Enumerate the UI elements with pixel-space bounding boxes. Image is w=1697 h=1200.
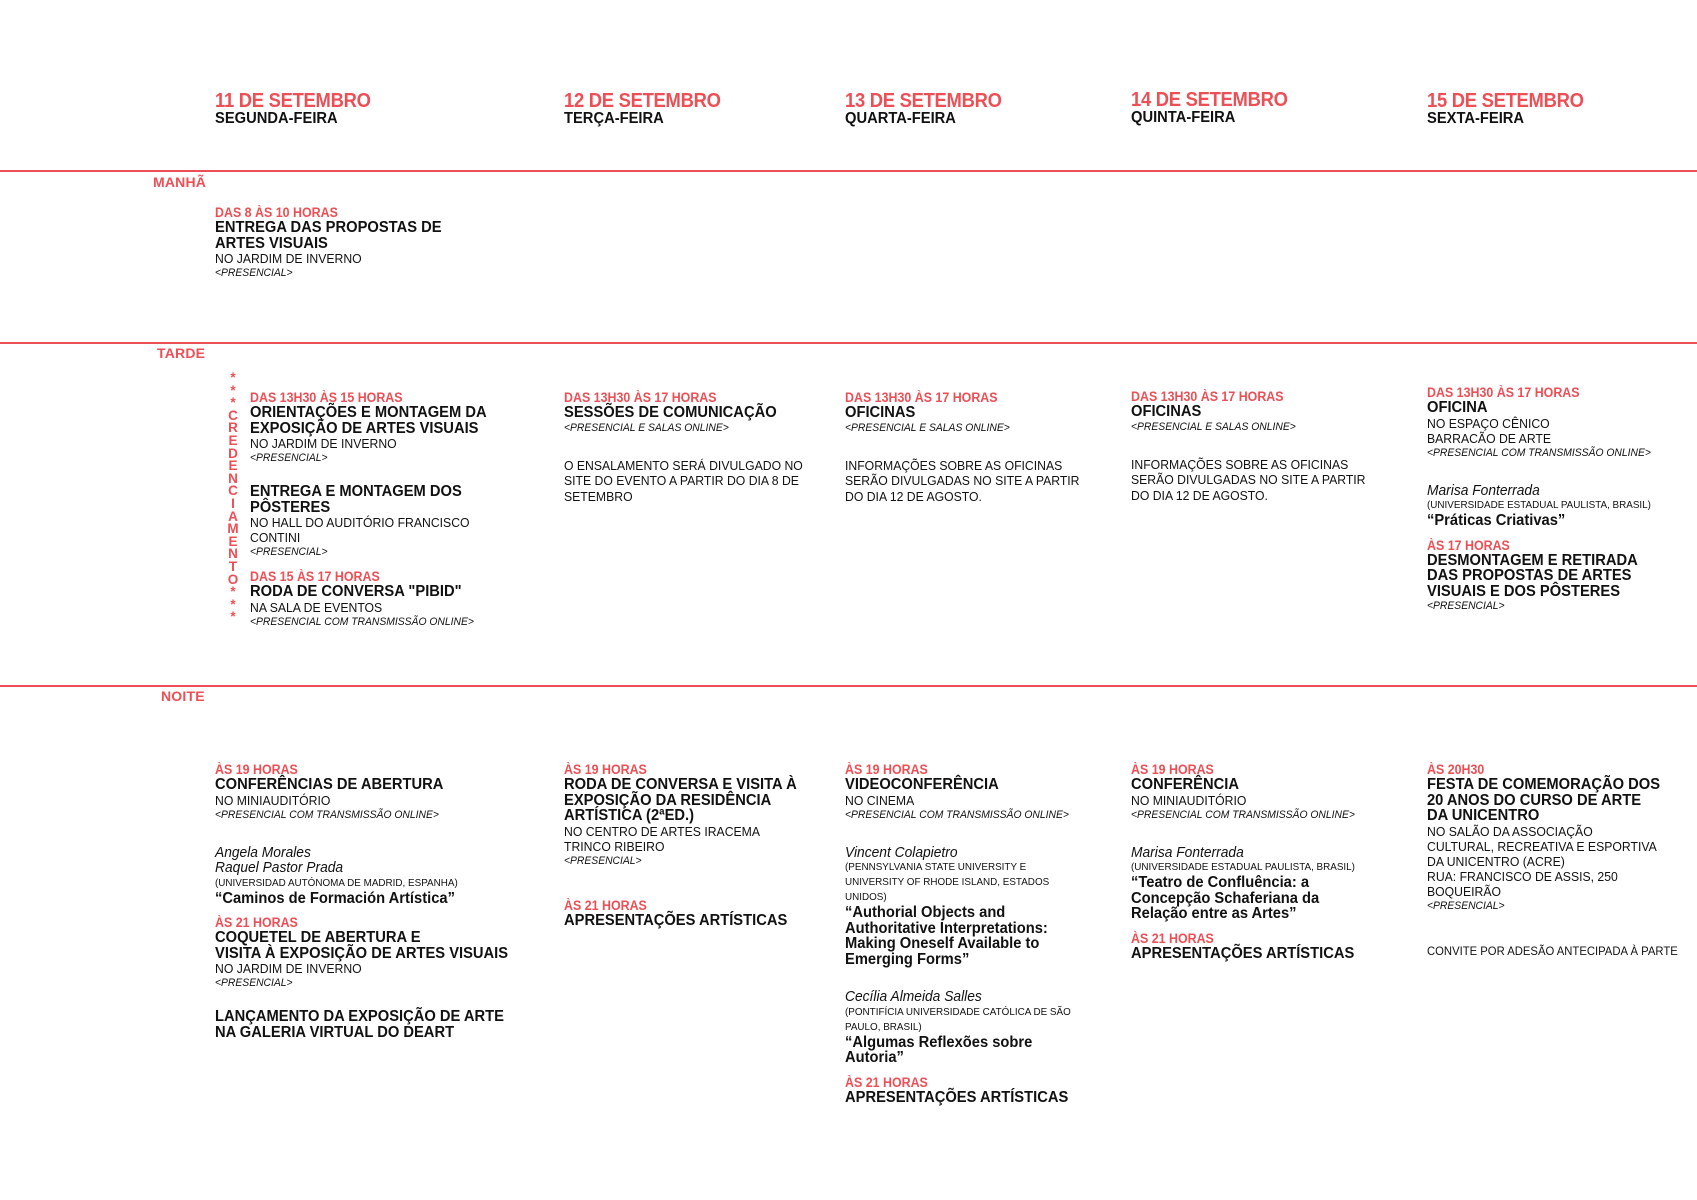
- speaker-affiliation: (PONTIFÍCIA UNIVERSIDADE CATÓLICA DE SÃO PAULO, BRASIL): [845, 1005, 1071, 1033]
- event-title: FESTA DE COMEMORAÇÃO DOS 20 ANOS DO CURSO DE ARTE DA UNICENTRO: [1427, 776, 1661, 824]
- speaker-name: Angela Morales Raquel Pastor Prada: [215, 843, 344, 876]
- day-date: 14 DE SETEMBRO: [1131, 89, 1288, 111]
- day-weekday: SEGUNDA-FEIRA: [215, 110, 338, 127]
- event-time: ÀS 21 HORAS: [845, 1074, 928, 1090]
- event-mode: <PRESENCIAL>: [564, 854, 642, 867]
- event-note: O ENSALAMENTO SERÁ DIVULGADO NO SITE DO EVENTO A PARTIR DO DIA 8 DE SETEMBRO: [564, 457, 803, 504]
- credenciamento-letter: T: [228, 558, 238, 574]
- event-place: NA SALA DE EVENTOS: [250, 599, 383, 615]
- event-time: DAS 13H30 ÀS 17 HORAS: [1427, 385, 1580, 400]
- period-label-afternoon: TARDE: [157, 345, 206, 361]
- event-place: NO CINEMA: [845, 792, 915, 808]
- event-mode: <PRESENCIAL>: [1427, 899, 1505, 912]
- event-place: NO JARDIM DE INVERNO: [215, 251, 362, 266]
- credenciamento-letter: C: [228, 483, 238, 499]
- event-mode: <PRESENCIAL COM TRANSMISSÃO ONLINE>: [215, 808, 439, 821]
- divider-afternoon: [0, 342, 1697, 344]
- event-time: DAS 13H30 ÀS 17 HORAS: [564, 390, 717, 405]
- event-title: ENTREGA E MONTAGEM DOS PÔSTERES: [250, 483, 462, 516]
- day-weekday: TERÇA-FEIRA: [564, 110, 664, 127]
- event-mode: <PRESENCIAL>: [215, 977, 293, 989]
- event-mode: <PRESENCIAL>: [250, 452, 328, 464]
- divider-night: [0, 685, 1697, 687]
- credenciamento-vertical-label: [227, 372, 239, 624]
- event-place: NO CENTRO DE ARTES IRACEMA TRINCO RIBEIRO: [564, 823, 761, 854]
- event-night-14: [1131, 763, 1374, 961]
- day-date: 11 DE SETEMBRO: [215, 90, 371, 112]
- day-header-13: [845, 92, 1015, 127]
- event-place: NO JARDIM DE INVERNO: [215, 961, 362, 976]
- credenciamento-letter: C: [228, 407, 238, 423]
- credenciamento-letter: *: [230, 596, 236, 612]
- day-weekday: SEXTA-FEIRA: [1427, 110, 1525, 127]
- day-weekday: QUARTA-FEIRA: [845, 110, 956, 127]
- event-title: SESSÕES DE COMUNICAÇÃO: [564, 404, 777, 421]
- event-title: APRESENTAÇÕES ARTÍSTICAS: [1131, 944, 1355, 962]
- event-place: NO MINIAUDITÓRIO: [1131, 792, 1247, 808]
- event-time: DAS 13H30 ÀS 15 HORAS: [250, 390, 403, 405]
- event-mode: <PRESENCIAL COM TRANSMISSÃO ONLINE>: [250, 615, 474, 628]
- event-place: NO ESPAÇO CÊNICO BARRACÃO DE ARTE: [1427, 415, 1552, 446]
- event-mode: <PRESENCIAL E SALAS ONLINE>: [1131, 420, 1296, 433]
- event-time: ÀS 19 HORAS: [1131, 762, 1214, 777]
- credenciamento-letter: M: [227, 521, 239, 537]
- credenciamento-letter: N: [228, 546, 238, 562]
- talk-title: “Algumas Reflexões sobre Autoria”: [845, 1033, 1033, 1066]
- event-title: ENTREGA DAS PROPOSTAS DE ARTES VISUAIS: [215, 219, 442, 252]
- day-weekday: QUINTA-FEIRA: [1131, 109, 1236, 126]
- event-title: COQUETEL DE ABERTURA E VISITA À EXPOSIÇÃO DE ARTES VISUAIS: [215, 929, 509, 962]
- day-date: 12 DE SETEMBRO: [564, 90, 721, 112]
- credenciamento-letter: N: [228, 470, 238, 486]
- speaker-name: Marisa Fonterrada: [1427, 481, 1540, 499]
- event-title: LANÇAMENTO DA EXPOSIÇÃO DE ARTE NA GALERIA VIRTUAL DO DEART: [215, 1008, 504, 1041]
- day-header-12: [564, 92, 734, 127]
- event-title: CONFERÊNCIA: [1131, 776, 1239, 793]
- event-time: ÀS 21 HORAS: [1131, 930, 1214, 946]
- credenciamento-letter: E: [228, 533, 238, 549]
- event-time: ÀS 19 HORAS: [564, 762, 647, 777]
- speaker-affiliation: (UNIVERSIDADE ESTADUAL PAULISTA, BRASIL): [1427, 499, 1651, 511]
- event-note: CONVITE POR ADESÃO ANTECIPADA À PARTE: [1427, 943, 1678, 958]
- event-title: OFICINA: [1427, 399, 1488, 416]
- event-afternoon-13: [845, 391, 1094, 504]
- event-title: VIDEOCONFERÊNCIA: [845, 776, 999, 793]
- day-date: 15 DE SETEMBRO: [1427, 90, 1584, 112]
- event-mode: <PRESENCIAL COM TRANSMISSÃO ONLINE>: [1427, 446, 1651, 459]
- event-note: INFORMAÇÕES SOBRE AS OFICINAS SERÃO DIVULGADAS NO SITE A PARTIR DO DIA 12 DE AGOSTO.: [845, 457, 1080, 504]
- event-time: ÀS 19 HORAS: [845, 762, 928, 777]
- event-title: CONFERÊNCIAS DE ABERTURA: [215, 776, 444, 793]
- credenciamento-letter: D: [228, 445, 238, 461]
- event-night-15: [1427, 763, 1694, 959]
- period-label-morning: MANHÃ: [153, 174, 207, 190]
- event-mode: <PRESENCIAL E SALAS ONLINE>: [845, 421, 1010, 434]
- event-time: ÀS 17 HORAS: [1427, 537, 1510, 553]
- divider-morning: [0, 170, 1697, 172]
- event-time: DAS 13H30 ÀS 17 HORAS: [1131, 389, 1284, 404]
- credenciamento-letter: *: [230, 382, 236, 398]
- event-title: DESMONTAGEM E RETIRADA DAS PROPOSTAS DE ARTES VISUAIS E DOS PÔSTERES: [1427, 551, 1638, 600]
- event-title: APRESENTAÇÕES ARTÍSTICAS: [845, 1088, 1069, 1106]
- event-time: ÀS 19 HORAS: [215, 762, 298, 777]
- event-place: NO JARDIM DE INVERNO: [250, 436, 397, 451]
- event-time: DAS 8 ÀS 10 HORAS: [215, 205, 338, 220]
- event-title: OFICINAS: [845, 404, 916, 421]
- speaker-affiliation: (UNIVERSIDAD AUTÓNOMA DE MADRID, ESPANHA): [215, 876, 458, 889]
- event-mode: <PRESENCIAL>: [250, 546, 328, 558]
- event-afternoon-12: [564, 391, 818, 504]
- event-mode: <PRESENCIAL>: [215, 267, 293, 279]
- talk-title: “Teatro de Confluência: a Concepção Schaferiana da Relação entre as Artes”: [1131, 874, 1320, 922]
- credenciamento-letter: *: [230, 395, 236, 411]
- credenciamento-letter: *: [230, 584, 236, 600]
- event-afternoon-14: [1131, 390, 1380, 503]
- credenciamento-letter: E: [228, 432, 238, 448]
- event-mode: <PRESENCIAL>: [1427, 600, 1505, 612]
- day-date: 13 DE SETEMBRO: [845, 90, 1002, 112]
- credenciamento-letter: I: [231, 495, 235, 511]
- day-header-15: [1427, 92, 1597, 127]
- speaker-affiliation: (PENNSYLVANIA STATE UNIVERSITY E UNIVERSITY OF RHODE ISLAND, ESTADOS UNIDOS): [845, 861, 1050, 903]
- credenciamento-letter: O: [227, 571, 239, 587]
- event-night-11: [215, 763, 534, 1040]
- event-place: NO HALL DO AUDITÓRIO FRANCISCO CONTINI: [250, 515, 470, 545]
- talk-title: “Práticas Criativas”: [1427, 512, 1566, 529]
- credenciamento-letter: R: [228, 420, 238, 436]
- event-title: OFICINAS: [1131, 403, 1202, 420]
- speaker-name: Marisa Fonterrada: [1131, 843, 1244, 861]
- speaker-name: Vincent Colapietro: [845, 843, 958, 861]
- credenciamento-letter: E: [228, 458, 238, 474]
- event-night-13: [845, 763, 1088, 1105]
- event-morning-11: [215, 206, 461, 281]
- event-mode: <PRESENCIAL E SALAS ONLINE>: [564, 421, 729, 434]
- event-place: NO SALÃO DA ASSOCIAÇÃO CULTURAL, RECREATIVA E ESPORTIVA DA UNICENTRO (ACRE) RUA: FRANCISCO DE ASSIS, 250 BOQUEIRÃO: [1427, 823, 1657, 899]
- period-label-night: NOITE: [161, 688, 205, 704]
- event-mode: <PRESENCIAL COM TRANSMISSÃO ONLINE>: [845, 808, 1069, 821]
- event-time: ÀS 21 HORAS: [564, 897, 647, 913]
- credenciamento-letter: *: [230, 370, 236, 385]
- day-header-14: [1131, 91, 1301, 126]
- event-mode: <PRESENCIAL COM TRANSMISSÃO ONLINE>: [1131, 808, 1355, 821]
- talk-title: “Authorial Objects and Authoritative Interpretations: Making Oneself Available to Emerging Forms”: [845, 904, 1048, 968]
- event-title: RODA DE CONVERSA E VISITA À EXPOSIÇÃO DA RESIDÊNCIA ARTÍSTICA (2ªED.): [564, 776, 797, 824]
- credenciamento-letter: A: [228, 508, 238, 524]
- day-header-11: [215, 92, 384, 127]
- event-time: ÀS 21 HORAS: [215, 915, 298, 930]
- event-night-12: [564, 763, 817, 928]
- talk-title: “Caminos de Formación Artística”: [215, 889, 455, 907]
- event-afternoon-15: [1427, 386, 1665, 614]
- speaker-name: Cecília Almeida Salles: [845, 988, 982, 1005]
- event-note: INFORMAÇÕES SOBRE AS OFICINAS SERÃO DIVULGADAS NO SITE A PARTIR DO DIA 12 DE AGOSTO.: [1131, 456, 1366, 503]
- event-place: NO MINIAUDITÓRIO: [215, 792, 331, 808]
- event-time: DAS 13H30 ÀS 17 HORAS: [845, 390, 998, 405]
- event-title: RODA DE CONVERSA "PIBID": [250, 583, 462, 600]
- event-afternoon-11: [250, 391, 507, 630]
- speaker-affiliation: (UNIVERSIDADE ESTADUAL PAULISTA, BRASIL): [1131, 861, 1355, 873]
- event-title: APRESENTAÇÕES ARTÍSTICAS: [564, 911, 788, 929]
- event-title: ORIENTAÇÕES E MONTAGEM DA EXPOSIÇÃO DE ARTES VISUAIS: [250, 404, 487, 437]
- credenciamento-letter: *: [230, 609, 236, 625]
- event-time: ÀS 20H30: [1427, 762, 1485, 777]
- event-time: DAS 15 ÀS 17 HORAS: [250, 569, 380, 584]
